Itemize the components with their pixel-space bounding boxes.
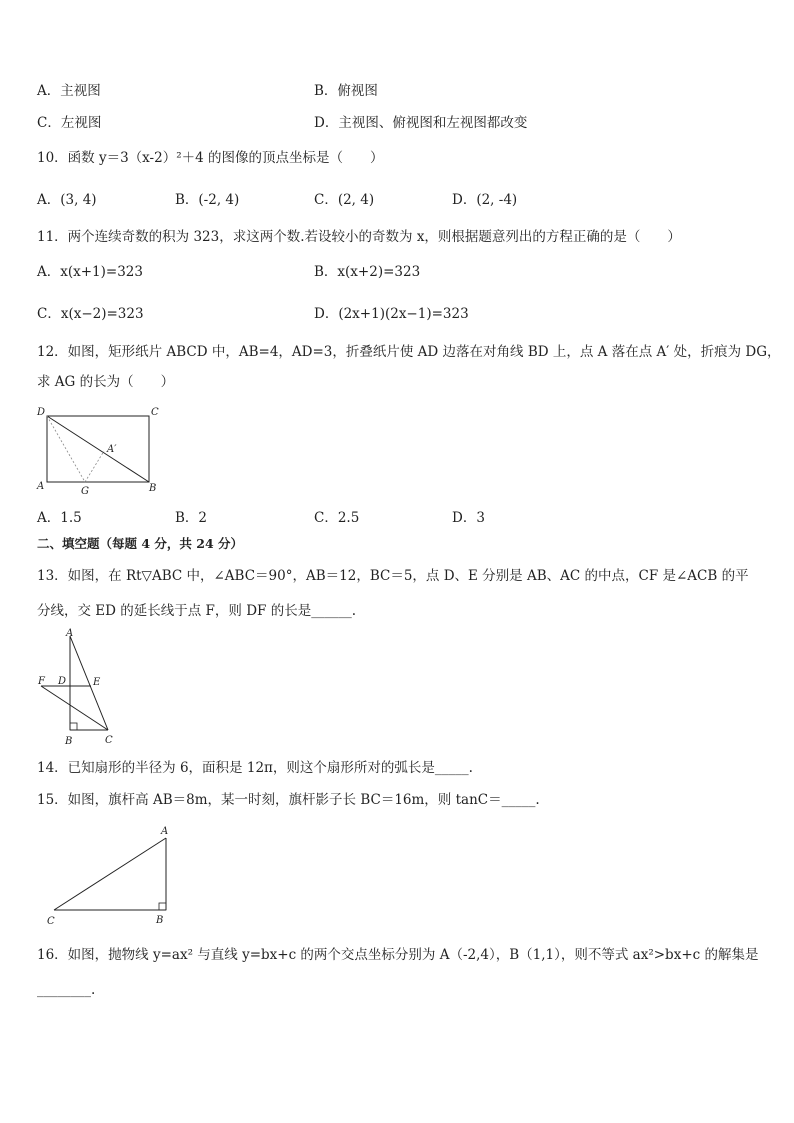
q12-option-a: A．1.5 [37, 510, 82, 526]
q13-stem-line1: 13．如图，在 Rt▽ABC 中，∠ABC＝90°，AB＝12，BC＝5，点 D、E 分别是 AB、AC 的中点，CF 是∠ACB 的平 [37, 568, 749, 584]
side-ac [70, 636, 108, 730]
q9-option-b: B．俯视图 [314, 83, 378, 99]
label-b: B [156, 915, 164, 926]
label-a: A [161, 826, 169, 837]
label-g: G [81, 486, 89, 497]
label-d: D [58, 676, 67, 687]
right-angle-mark [159, 903, 166, 910]
q12-option-b: B．2 [175, 510, 208, 526]
label-c: C [47, 916, 55, 927]
q10-option-d: D．(2, -4) [452, 192, 518, 208]
label-b: B [149, 483, 157, 494]
q16-stem-line1: 16．如图，抛物线 y=ax² 与直线 y=bx+c 的两个交点坐标分别为 A（-2,4），B（1,1），则不等式 ax²>bx+c 的解集是 [37, 947, 759, 963]
segment-cf [41, 686, 108, 730]
q10-option-a: A．(3, 4) [37, 192, 97, 208]
q12-option-d: D．3 [452, 510, 485, 526]
label-a-prime: A′ [107, 444, 117, 455]
q10-option-c: C．(2, 4) [314, 192, 375, 208]
right-angle-mark [70, 723, 77, 730]
label-b: B [65, 736, 73, 747]
label-c: C [105, 735, 113, 746]
fold-crease-dg [47, 416, 85, 482]
q10-stem: 10．函数 y＝3（x-2）²＋4 的图像的顶点坐标是（ ） [37, 150, 384, 166]
label-f: F [38, 676, 45, 687]
q11-option-b: B．x(x+2)=323 [314, 264, 421, 280]
q11-option-a: A．x(x+1)=323 [37, 264, 143, 280]
label-d: D [37, 407, 46, 418]
label-a: A [37, 481, 45, 492]
q14-stem: 14．已知扇形的半径为 6，面积是 12π，则这个扇形所对的弧长是_____. [37, 760, 473, 776]
q12-figure [34, 405, 164, 497]
fold-segment-ga1 [85, 451, 104, 482]
side-ca [54, 838, 166, 910]
q13-figure [34, 626, 124, 748]
q11-stem: 11．两个连续奇数的积为 323，求这两个数.若设较小的奇数为 x，则根据题意列出的方程正确的是（ ） [37, 229, 681, 245]
q16-stem-line2: ________. [37, 982, 96, 998]
diagonal-bd [47, 416, 149, 482]
q15-figure [40, 822, 180, 930]
q9-option-a: A．主视图 [37, 83, 101, 99]
q10-option-b: B．(-2, 4) [175, 192, 240, 208]
q12-option-c: C．2.5 [314, 510, 360, 526]
q12-stem-line1: 12．如图，矩形纸片 ABCD 中，AB=4，AD=3，折叠纸片使 AD 边落在对角线 BD 上，点 A 落在点 A′ 处，折痕为 DG， [37, 344, 781, 360]
q11-option-d: D．(2x+1)(2x−1)=323 [314, 306, 469, 322]
label-c: C [151, 407, 159, 418]
section-heading: 二、填空题（每题 4 分，共 24 分） [37, 536, 244, 551]
q9-option-d: D．主视图、俯视图和左视图都改变 [314, 115, 528, 131]
q9-option-c: C．左视图 [37, 115, 102, 131]
label-a: A [66, 628, 74, 639]
q15-stem: 15．如图，旗杆高 AB＝8m，某一时刻，旗杆影子长 BC＝16m，则 tanC＝_____. [37, 792, 540, 808]
q12-stem-line2: 求 AG 的长为（ ） [37, 374, 175, 390]
q11-option-c: C．x(x−2)=323 [37, 306, 144, 322]
q13-stem-line2: 分线，交 ED 的延长线于点 F，则 DF 的长是______. [37, 603, 356, 619]
label-e: E [93, 677, 101, 688]
